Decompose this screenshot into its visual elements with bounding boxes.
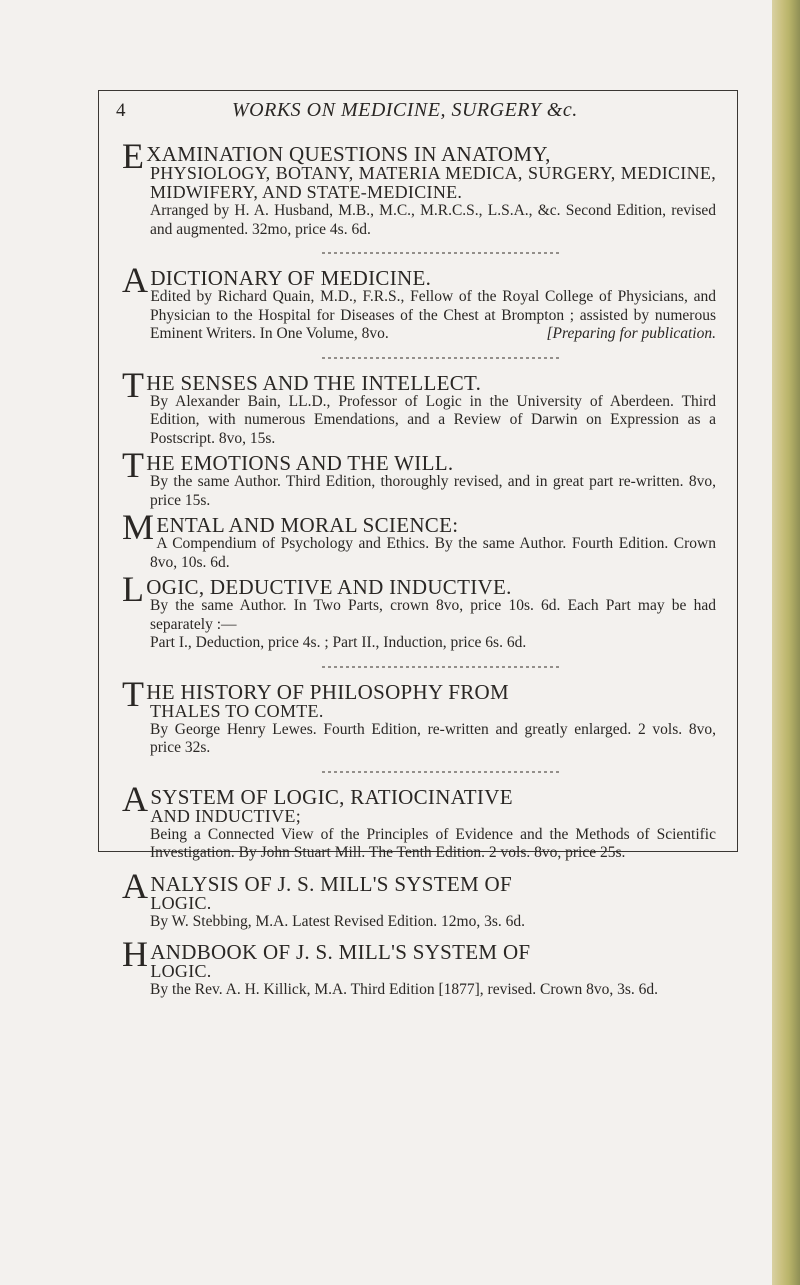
publication-note: [Preparing for publication. (546, 325, 716, 342)
running-title: WORKS ON MEDICINE, SURGERY &c. (232, 99, 578, 121)
drop-initial: E (122, 136, 145, 176)
entry-description: Edited by Richard Quain, M.D., F.R.S., Fellow of the Royal College of Physicians, and Physician to the Hospital for Diseases of the Chest at Brompton ; assisted by numerous Eminent Writers. In One Volume, 8vo. [Preparing for publication. (150, 288, 716, 342)
catalogue-entry (122, 445, 716, 510)
catalogue-entry (122, 934, 716, 1000)
catalogue-entry (122, 865, 716, 932)
catalogue-entry (122, 569, 716, 653)
entry-title: HANDBOOK OF J. S. MILL'S SYSTEM OF (122, 934, 531, 974)
entry-description: By the Rev. A. H. Killick, M.A. Third Edition [1877], revised. Crown 8vo, 3s. 6d. (150, 981, 659, 998)
catalogue-entry (122, 136, 716, 239)
drop-initial: L (122, 569, 145, 609)
entry-description: Arranged by H. A. Husband, M.B., M.C., M.R.C.S., L.S.A., &c. Second Edition, revised and augmented. 32mo, price 4s. 6d. (150, 202, 716, 238)
entry-title-continued: PHYSIOLOGY, BOTANY, MATERIA MEDICA, SURGERY, MEDICINE, MIDWIFERY, AND STATE-MEDICINE. (150, 163, 716, 202)
drop-initial: A (122, 778, 149, 819)
entry-title: MENTAL AND MORAL SCIENCE: (122, 507, 459, 547)
page-number: 4 (116, 100, 126, 121)
catalogue-entry (122, 673, 716, 758)
drop-initial: A (122, 865, 149, 906)
frame-left-rule (98, 90, 99, 852)
ornamental-separator (322, 354, 562, 362)
ornamental-separator (322, 768, 562, 776)
entry-title: THE SENSES AND THE INTELLECT. (122, 364, 482, 405)
entry-title-continued: LOGIC. (150, 961, 212, 981)
entry-title: LOGIC, DEDUCTIVE AND INDUCTIVE. (122, 569, 512, 609)
catalogue-list (122, 136, 716, 1000)
entry-description: By the same Author. In Two Parts, crown 8vo, price 10s. 6d. Each Part may be had separately :— (150, 597, 716, 633)
drop-initial: A (122, 260, 149, 300)
page-edge (772, 0, 800, 1285)
drop-initial: T (122, 364, 145, 405)
entry-title-continued: LOGIC. (150, 892, 212, 913)
frame-right-rule (737, 90, 738, 852)
entry-description: A Compendium of Psychology and Ethics. By the same Author. Fourth Edition. Crown 8vo, 10s. 6d. (150, 535, 716, 571)
drop-initial: H (122, 934, 149, 974)
entry-parts: Part I., Deduction, price 4s. ; Part II., Induction, price 6s. 6d. (150, 634, 527, 651)
entry-title-continued: AND INDUCTIVE; (150, 805, 301, 826)
entry-title: THE HISTORY OF PHILOSOPHY FROM (122, 673, 509, 714)
entry-title: A SYSTEM OF LOGIC, RATIOCINATIVE (122, 778, 513, 819)
drop-initial: T (122, 445, 145, 485)
catalogue-entry (122, 260, 716, 344)
frame-top-rule (98, 90, 738, 91)
entry-title: A DICTIONARY OF MEDICINE. (122, 260, 432, 300)
ornamental-separator (322, 249, 562, 257)
catalogue-entry (122, 364, 716, 449)
entry-title: ANALYSIS OF J. S. MILL'S SYSTEM OF (122, 865, 512, 906)
drop-initial: T (122, 673, 145, 714)
catalogue-entry (122, 778, 716, 863)
entry-description: By the same Author. Third Edition, thoroughly revised, and in great part re-written. 8vo, price 15s. (150, 473, 716, 509)
entry-title: THE EMOTIONS AND THE WILL. (122, 445, 454, 485)
ornamental-separator (322, 663, 562, 671)
entry-title: EXAMINATION QUESTIONS IN ANATOMY, (122, 136, 551, 176)
entry-description: By George Henry Lewes. Fourth Edition, re-written and greatly enlarged. 2 vols. 8vo, price 32s. (150, 720, 716, 756)
entry-description: Being a Connected View of the Principles of Evidence and the Methods of Scientific Investigation. By John Stuart Mill. The Tenth Edition. 2 vols. 8vo, price 25s. (150, 825, 716, 861)
entry-title-continued: THALES TO COMTE. (150, 700, 324, 721)
drop-initial: M (122, 507, 155, 547)
entry-description: By W. Stebbing, M.A. Latest Revised Edition. 12mo, 3s. 6d. (150, 912, 526, 930)
entry-description: By Alexander Bain, LL.D., Professor of Logic in the University of Aberdeen. Third Edition, with numerous Emendations, and a Review of Darwin on Expression as a Postscript. 8vo, 15s. (150, 392, 716, 447)
catalogue-entry (122, 507, 716, 572)
